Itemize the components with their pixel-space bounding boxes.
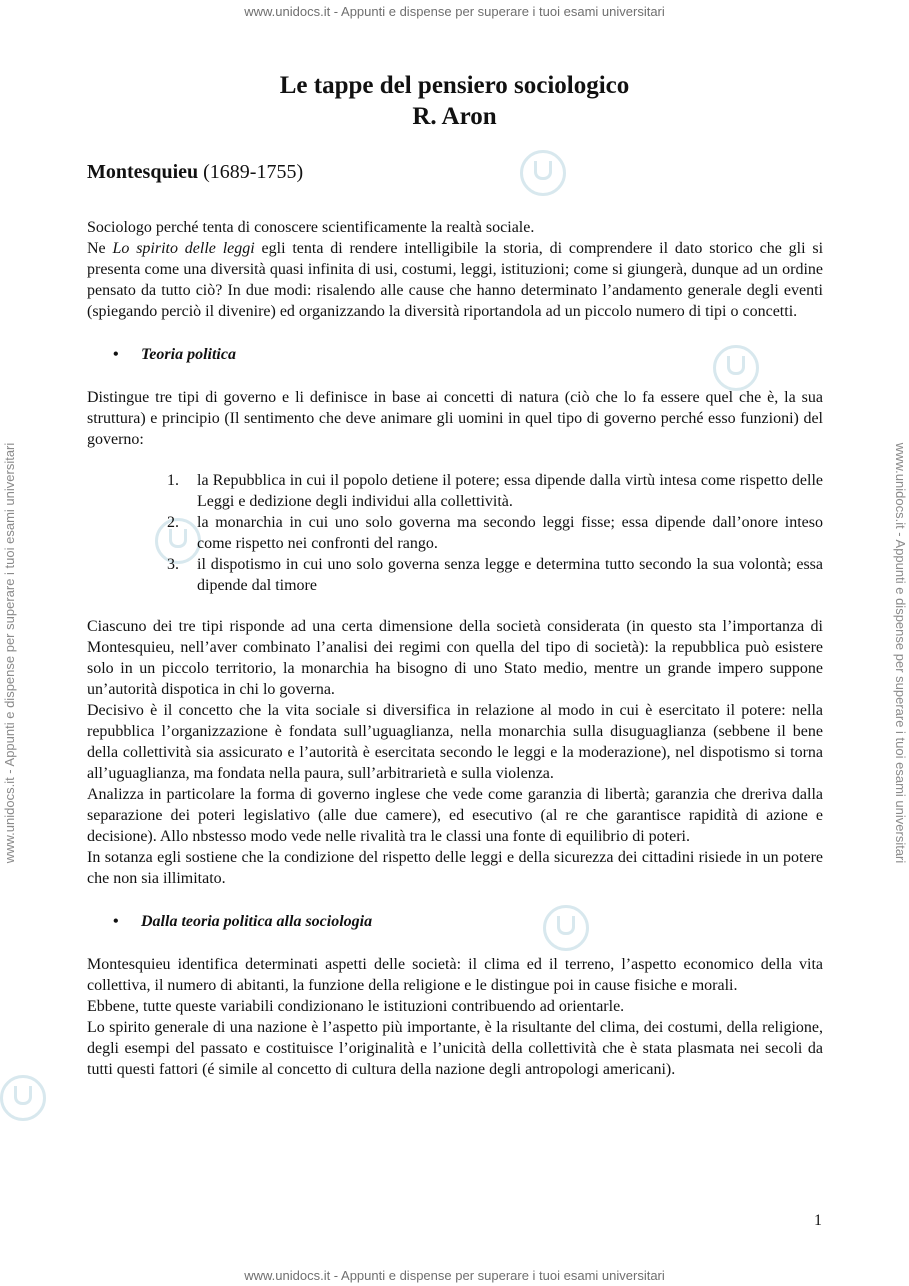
watermark-bottom: www.unidocs.it - Appunti e dispense per superare i tuoi esami universitari bbox=[244, 1268, 665, 1283]
book-title: Lo spirito delle leggi bbox=[112, 240, 255, 257]
teoria-intro: Distingue tre tipi di governo e li definisce in base ai concetti di natura (ciò che lo fa essere quel che è, la sua struttura) e principio (Il sentimento che deve animare gli uomini in quel tipo di governo perché esso funzioni) del governo: bbox=[87, 389, 823, 448]
list-text: il dispotismo in cui uno solo governa senza legge e determina tutto secondo la sua volontà; essa dipende dal timore bbox=[197, 556, 823, 594]
bullet-icon: • bbox=[113, 346, 119, 363]
list-number: 1. bbox=[167, 472, 179, 489]
government-list bbox=[87, 470, 823, 596]
list-text: la monarchia in cui uno solo governa ma secondo leggi fisse; essa dipende dall’onore inteso come rispetto nei confronti del rango. bbox=[197, 514, 823, 552]
intro-rest: egli tenta di rendere intelligibile la storia, di comprendere il dato storico che gli si presenta come una diversità quasi infinita di usi, costumi, leggi, istituzioni; come si giungerà, dunque ad un ordine pensato da tutto ciò? In due modi: risalendo alle cause che hanno determinato l’andamento generale degli eventi (spiegando perciò il divenire) ed organizzando la diversità riportandola ad un piccolo numero di tipi o concetti. bbox=[87, 240, 824, 320]
intro-paragraph-1: Sociologo perché tenta di conoscere scientificamente la realtà sociale. bbox=[87, 219, 535, 236]
list-item bbox=[87, 512, 823, 554]
title-line-2: R. Aron bbox=[412, 103, 497, 130]
bullet-1-label: Teoria politica bbox=[141, 346, 236, 363]
list-number: 2. bbox=[167, 514, 179, 531]
section-heading bbox=[87, 160, 823, 184]
section-name: Montesquieu bbox=[87, 161, 199, 183]
intro-prefix: Ne bbox=[87, 240, 113, 257]
sociologia-paragraph-1: Montesquieu identifica determinati aspetti delle società: il clima ed il terreno, l’aspetto economico della vita collettiva, il numero di abitanti, la funzione della religione e le distingue poi in cause fisiche e morali. bbox=[87, 956, 823, 994]
bullet-icon: • bbox=[113, 913, 119, 930]
list-item bbox=[87, 470, 823, 512]
intro-paragraph-2 bbox=[87, 238, 823, 322]
teoria-paragraph-3: Analizza in particolare la forma di governo inglese che vede come garanzia di libertà; garanzia che dreriva dalla separazione dei poteri legislativo (alle due camere), ed esecutivo (al re che garantisce rapidità di azione e decisione). Allo nbstesso modo vede nelle rivalità tra le classi una fonte di equilibrio di poteri. bbox=[87, 786, 823, 845]
teoria-paragraph-4: In sotanza egli sostiene che la condizione del rispetto delle leggi e della sicurezza dei cittadini risiede in un potere che non sia illimitato. bbox=[87, 849, 823, 887]
watermark-logo-icon bbox=[0, 1075, 46, 1121]
bullet-2-label: Dalla teoria politica alla sociologia bbox=[141, 913, 373, 930]
watermark-left: www.unidocs.it - Appunti e dispense per superare i tuoi esami universitari bbox=[2, 442, 17, 864]
page-number: 1 bbox=[814, 1212, 822, 1229]
section-dates: (1689-1755) bbox=[203, 161, 304, 183]
watermark-right: www.unidocs.it - Appunti e dispense per superare i tuoi esami universitari bbox=[893, 442, 908, 864]
page-body bbox=[87, 160, 823, 1080]
sociologia-paragraph-2: Ebbene, tutte queste variabili condizionano le istituzioni contribuendo ad orientarle. bbox=[87, 998, 625, 1015]
list-text: la Repubblica in cui il popolo detiene il potere; essa dipende dalla virtù intesa come rispetto delle Leggi e dedizione degli individui alla collettività. bbox=[197, 472, 823, 510]
list-number: 3. bbox=[167, 556, 179, 573]
sociologia-paragraph-3: Lo spirito generale di una nazione è l’aspetto più importante, è la risultante del clima, dei costumi, della religione, degli esempi del passato e costituisce l’originalità e l’unicità della collettività che è stata plasmata nei secoli da tutti questi fattori (é simile al concetto di cultura della nazione degli antropologi americani). bbox=[87, 1019, 823, 1078]
bullet-heading-1 bbox=[113, 344, 823, 365]
document-title bbox=[0, 70, 909, 132]
list-item bbox=[87, 554, 823, 596]
bullet-heading-2 bbox=[113, 911, 823, 932]
teoria-paragraph-1: Ciascuno dei tre tipi risponde ad una certa dimensione della società considerata (in questo sta l’importanza di Montesquieu, nell’aver combinato l’analisi dei regimi con quella del tipo di società): la repubblica può esistere solo in un piccolo territorio, la monarchia ha bisogno di uno Stato medio, mentre un grande impero suppone un’autorità dispotica in chi lo governa. bbox=[87, 618, 823, 698]
watermark-top: www.unidocs.it - Appunti e dispense per superare i tuoi esami universitari bbox=[244, 4, 665, 19]
title-line-1: Le tappe del pensiero sociologico bbox=[279, 72, 630, 99]
teoria-paragraph-2: Decisivo è il concetto che la vita sociale si diversifica in relazione al modo in cui è esercitato il potere: nella repubblica l’organizzazione è fondata sull’uguaglianza, nella monarchia sulla disuguaglianza (sebbene il bene della collettività sia assicurato e l’autorità è esercitata secondo le leggi e la moderazione), nel dispotismo si torna all’uguaglianza, ma fondata nella paura, sull’arbitrarietà e sulla violenza. bbox=[87, 702, 823, 782]
